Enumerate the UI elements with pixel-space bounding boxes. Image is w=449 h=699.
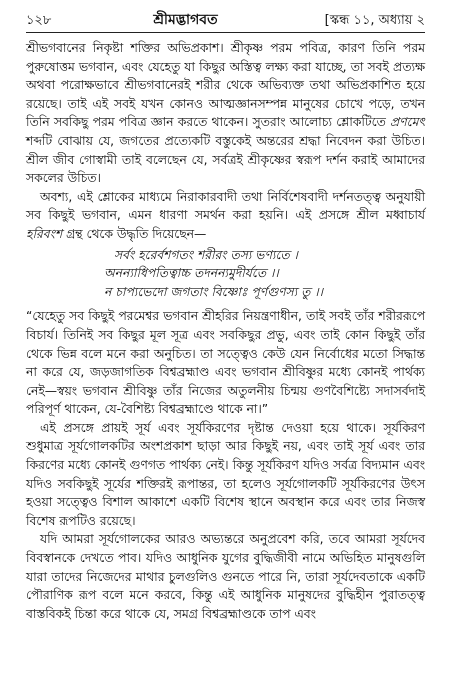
verse-line-1: সর্বং হরের্বশগতং শরীরং তস্য ভণ্যতে । [114, 247, 298, 262]
translation-quote: “যেহেতু সব কিছুই পরমেশ্বর ভগবান শ্রীহরির নিয়ন্ত্রণাধীন, তাই সবই তাঁর শরীররূপে বিচার্য। তিনিই সব কিছুর মূল সূত্র এবং সবকিছুর প্রভু, এবং তাই কোন কিছুই তাঁর থেকে ভিন্ন বলে মনে করা অনুচিত। তা সত্ত্বেও কেউ যেন নির্বোধের মতো সিদ্ধান্ত না করে যে, জড়জাগতিক বিশ্বব্রহ্মাণ্ড এবং ভগবান শ্রীবিষ্ণুর মধ্যে কোনই পার্থক্য নেই—স্বয়ং ভগবান শ্রীবিষ্ণু তাঁর নিজের অতুলনীয় চিন্ময় গুণবৈশিষ্ট্যে সদাসর্বদাই পরিপূর্ণ থাকেন, যে-বৈশিষ্ট্য বিশ্বব্রহ্মাণ্ডে থাকে না।” [26, 309, 425, 417]
header-rule [26, 32, 425, 33]
harivamsa-term: হরিবংশ [26, 226, 63, 241]
section-reference: [স্কন্ধ ১১, অধ্যায় ২ [324, 13, 425, 28]
paragraph-sun-god: যদি আমরা সূর্যগোলকের আরও অভ্যন্তরে অনুপ্রবেশ করি, তবে আমরা সূর্যদেব বিবস্বানকে দেখতে পাব। যদিও আধুনিক যুগের বুদ্ধিজীবী নামে অভিহিত মানুষগুলি যারা তাদের নিজেদের মাথার চুলগুলিও গুনতে পারে নি, তারা সূর্যদেবতাকে একটি পৌরাণিক রূপ বলে মনে করবে, কিন্তু এই আধুনিক মানুষদের বুদ্ধিহীন পুরাতত্ত্ব বাস্তবিকই চিন্তা করে থাকে যে, সমগ্র বিশ্বব্রহ্মাণ্ডকে তাপ এবং [26, 532, 425, 621]
page-header [26, 0, 425, 30]
page-number: ১২৮ [26, 13, 52, 28]
sanskrit-verse [26, 246, 425, 302]
paragraph-2: অবশ্য, এই শ্লোকের মাধ্যমে নিরাকারবাদী তথা নির্বিশেষবাদী দর্শনতত্ত্ব অনুযায়ী সব কিছুই ভগবান, এমন ধারণা সমর্থন করা হয়নি। এই প্রসঙ্গে শ্রীল মধ্বাচার্য হরিবংশ গ্রন্থ থেকে উদ্ধৃতি দিয়েছেন— [26, 189, 425, 241]
book-title: শ্রীমদ্ভাগবত [153, 12, 218, 28]
paragraph-sun-analogy: এই প্রসঙ্গে প্রায়ই সূর্য এবং সূর্যকিরণের দৃষ্টান্ত দেওয়া হয়ে থাকে। সূর্যকিরণ শুধুমাত্র সূর্যগোলকটির অংশপ্রকাশ ছাড়া আর কিছুই নয়, এবং তাই সূর্য এবং তার কিরণের মধ্যে কোনই গুণগত পার্থক্য নেই। কিন্তু সূর্যকিরণ যদিও সর্বত্র বিদ্যমান এবং যদিও সবকিছুই সূর্যের শক্তিরই রূপান্তর, তা হলেও সূর্যগোলকটি সূর্যকিরণের উৎস হওয়া সত্ত্বেও বিশাল আকাশে একটি বিশেষ স্থানে অবস্থান করে এবং তার নিজস্ব বিশেষ রূপটিও রয়েছে। [26, 420, 425, 528]
verse-line-3: ন চাপ্যভেদো জগতাং বিষ্ণোঃ পূর্ণগুণস্য তু ।। [104, 284, 324, 299]
pranamet-term: প্রণমেৎ [390, 115, 425, 130]
verse-line-2: অনন্যাধিপতিত্বাচ্চ তদনন্যমুদীর্যতে ।। [104, 266, 279, 281]
paragraph-1: শ্রীভগবানের নিকৃষ্টা শক্তির অভিপ্রকাশ। শ্রীকৃষ্ণ পরম পবিত্র, কারণ তিনি পরম পুরুষোত্তম ভগবান, এবং যেহেতু যা কিছুর অস্তিত্ব লক্ষ্য করা যাচ্ছে, তা সবই প্রত্যক্ষ অথবা পরোক্ষভাবে শ্রীভগবানেরই শরীর থেকে অভিব্যক্ত তথা অভিপ্রকাশিত হয়ে রয়েছে। তাই এই সবই যখন কোনও আত্মজ্ঞানসম্পন্ন মানুষের চোখে পড়ে, তখন তিনি সবকিছু পরম পবিত্র জ্ঞান করতে থাকেন। সুতরাং আলোচ্য শ্লোকটিতে প্রণমেৎ শব্দটি বোঝায় যে, জগতের প্রত্যেকটি বস্তুকেই অন্তরের শ্রদ্ধা নিবেদন করা উচিত। শ্রীল জীব গোস্বামী তাই বলেছেন যে, সর্বত্রই শ্রীকৃষ্ণের স্বরূপ দর্শন করাই আমাদের সকলের উচিত। [26, 41, 425, 186]
